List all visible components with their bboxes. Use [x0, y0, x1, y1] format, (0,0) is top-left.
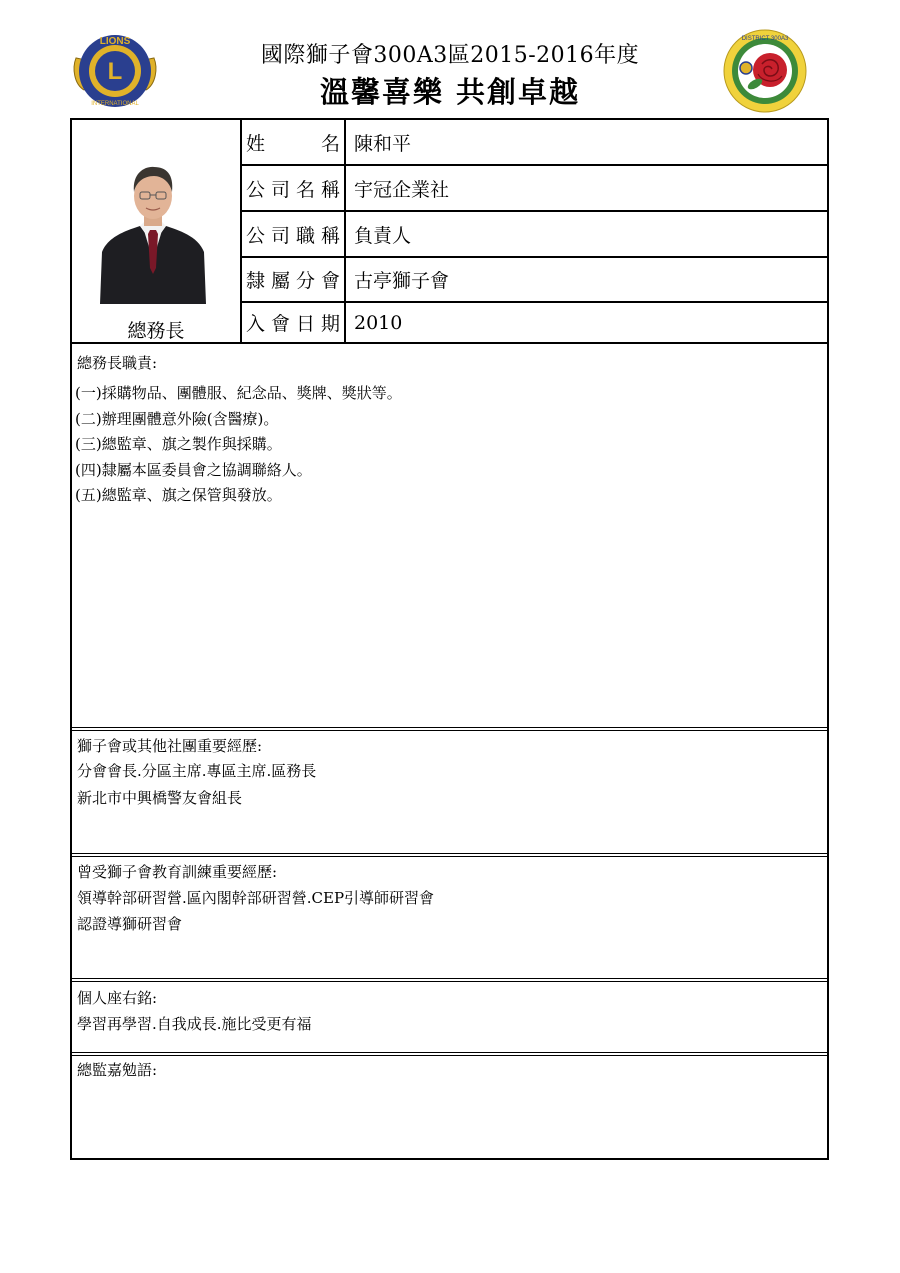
photo-cell — [72, 120, 242, 342]
divider — [72, 853, 827, 857]
experience-line: 分會會長.分區主席.專區主席.區務長 — [77, 762, 317, 780]
page-title: 國際獅子會300A3區2015-2016年度 — [260, 43, 640, 68]
duty-item: (五)總監章、旗之保管與發放。 — [75, 486, 282, 504]
duties-title: 總務長職責: — [77, 354, 158, 372]
field-value: 陳和平 — [354, 132, 412, 155]
experience-title: 獅子會或其他社團重要經歷: — [77, 737, 263, 755]
motto-title: 個人座右銘: — [77, 989, 158, 1007]
field-value: 2010 — [354, 311, 403, 334]
field-label-text: 姓名 — [246, 132, 340, 155]
field-label — [242, 258, 346, 301]
svg-text:LIONS: LIONS — [99, 36, 131, 47]
field-row-club — [242, 258, 827, 303]
field-label-text: 公司名稱 — [246, 178, 340, 201]
svg-text:INTERNATIONAL: INTERNATIONAL — [91, 101, 139, 107]
divider — [72, 342, 827, 344]
field-row-company — [242, 166, 827, 212]
duty-item: (二)辦理團體意外險(含醫療)。 — [75, 410, 279, 428]
field-value: 宇冠企業社 — [354, 178, 450, 201]
field-value: 負責人 — [354, 224, 412, 247]
divider — [72, 727, 827, 731]
experience-line: 新北市中興橋警友會組長 — [77, 789, 243, 807]
page-slogan: 溫馨喜樂 共創卓越 — [319, 75, 581, 109]
training-title: 曾受獅子會教育訓練重要經歷: — [77, 863, 278, 881]
motto-line: 學習再學習.自我成長.施比受更有福 — [77, 1015, 312, 1033]
field-row-name — [242, 120, 827, 166]
field-label — [242, 166, 346, 210]
field-value: 古亭獅子會 — [354, 270, 450, 292]
svg-text:DISTRICT 300A3: DISTRICT 300A3 — [741, 36, 789, 42]
district-rose-emblem — [722, 28, 808, 114]
divider — [72, 1052, 827, 1056]
field-row-join-date — [242, 303, 827, 342]
duty-item: (四)隸屬本區委員會之協調聯絡人。 — [75, 461, 312, 479]
field-label-text: 入會日期 — [246, 313, 340, 335]
duty-item: (一)採購物品、團體服、紀念品、獎牌、獎狀等。 — [75, 384, 402, 402]
training-line: 認證導獅研習會 — [77, 915, 183, 933]
field-label — [242, 120, 346, 164]
governor-remarks-title: 總監嘉勉語: — [77, 1061, 158, 1079]
divider — [72, 978, 827, 982]
field-label-text: 隸屬分會 — [246, 270, 340, 292]
role-title: 總務長 — [127, 320, 185, 342]
member-profile-form — [70, 118, 829, 1160]
training-line: 領導幹部研習營.區內閣幹部研習營.CEP引導師研習會 — [77, 889, 435, 907]
field-label — [242, 303, 346, 342]
field-row-position — [242, 212, 827, 258]
field-label — [242, 212, 346, 256]
field-label-text: 公司職稱 — [246, 224, 340, 247]
svg-text:L: L — [107, 58, 123, 85]
duty-item: (三)總監章、旗之製作與採購。 — [75, 435, 282, 453]
member-portrait — [98, 160, 208, 304]
